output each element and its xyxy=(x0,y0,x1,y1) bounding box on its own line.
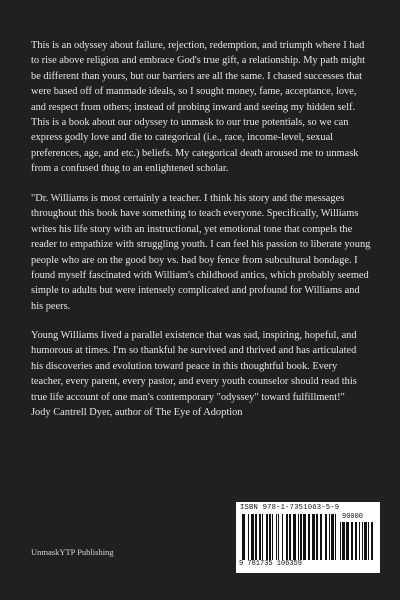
intro-paragraph: This is an odyssey about failure, rejection, redemption, and triumph where I had to rise above religion and embrace God's true gift, a relationship. My path might be different than yours, but our barriers are all the same. I chased successes that were based off of manmade ideals, so I sought money, fame, acceptance, love, and respect from others; instead of probing inward and seeing my hidden self. This is a book about our odyssey to unmask to our true potentials, so we can express godly love and die to categorical (i.e., race, income-level, sexual preferences, age, and etc.) beliefs. My categorical death aroused me to unmask from a confused thug to an enlightened scholar. xyxy=(31,40,365,175)
barcode-bars-icon xyxy=(242,514,336,560)
endorsement-attribution: Jody Cantrell Dyer, author of The Eye of Adoption xyxy=(31,407,243,419)
endorsement-quote: "Dr. Williams is most certainly a teacher. I think his story and the messages throughout this book have something to teach everyone. Specifically, Williams writes his life story with an instructional, yet emotional tone that compels the reader to empathize with struggling youth. I can feel his passion to liberate young people who are on the good boy vs. bad boy fence from subcultural bondage. I found myself fascinated with William's childhood antics, which probably seemed simple to adults but were intensely complicated and profound for Williams and his peers. xyxy=(31,193,371,312)
endorsement-closing-text: Young Williams lived a parallel existence that was sad, inspiring, hopeful, and humorous at times. I'm so thankful he survived and thrived and has articulated his discoveries and evolution toward peace in this thoughtful book. Every teacher, every parent, every pastor, and every youth counselor should read this true life account of one man's contemporary "odyssey" toward fulfillment!" xyxy=(31,330,357,403)
addon-barcode-bars-icon xyxy=(340,522,374,560)
isbn-number: ISBN 978-1-7351063-5-9 xyxy=(240,504,340,512)
isbn-barcode xyxy=(236,502,380,573)
publisher-name: UnmaskYTP Publishing xyxy=(31,547,114,557)
endorsement-closing xyxy=(31,328,371,420)
price-code: 90000 xyxy=(342,513,364,521)
ean-digits: 9 781735 106359 xyxy=(239,560,303,568)
